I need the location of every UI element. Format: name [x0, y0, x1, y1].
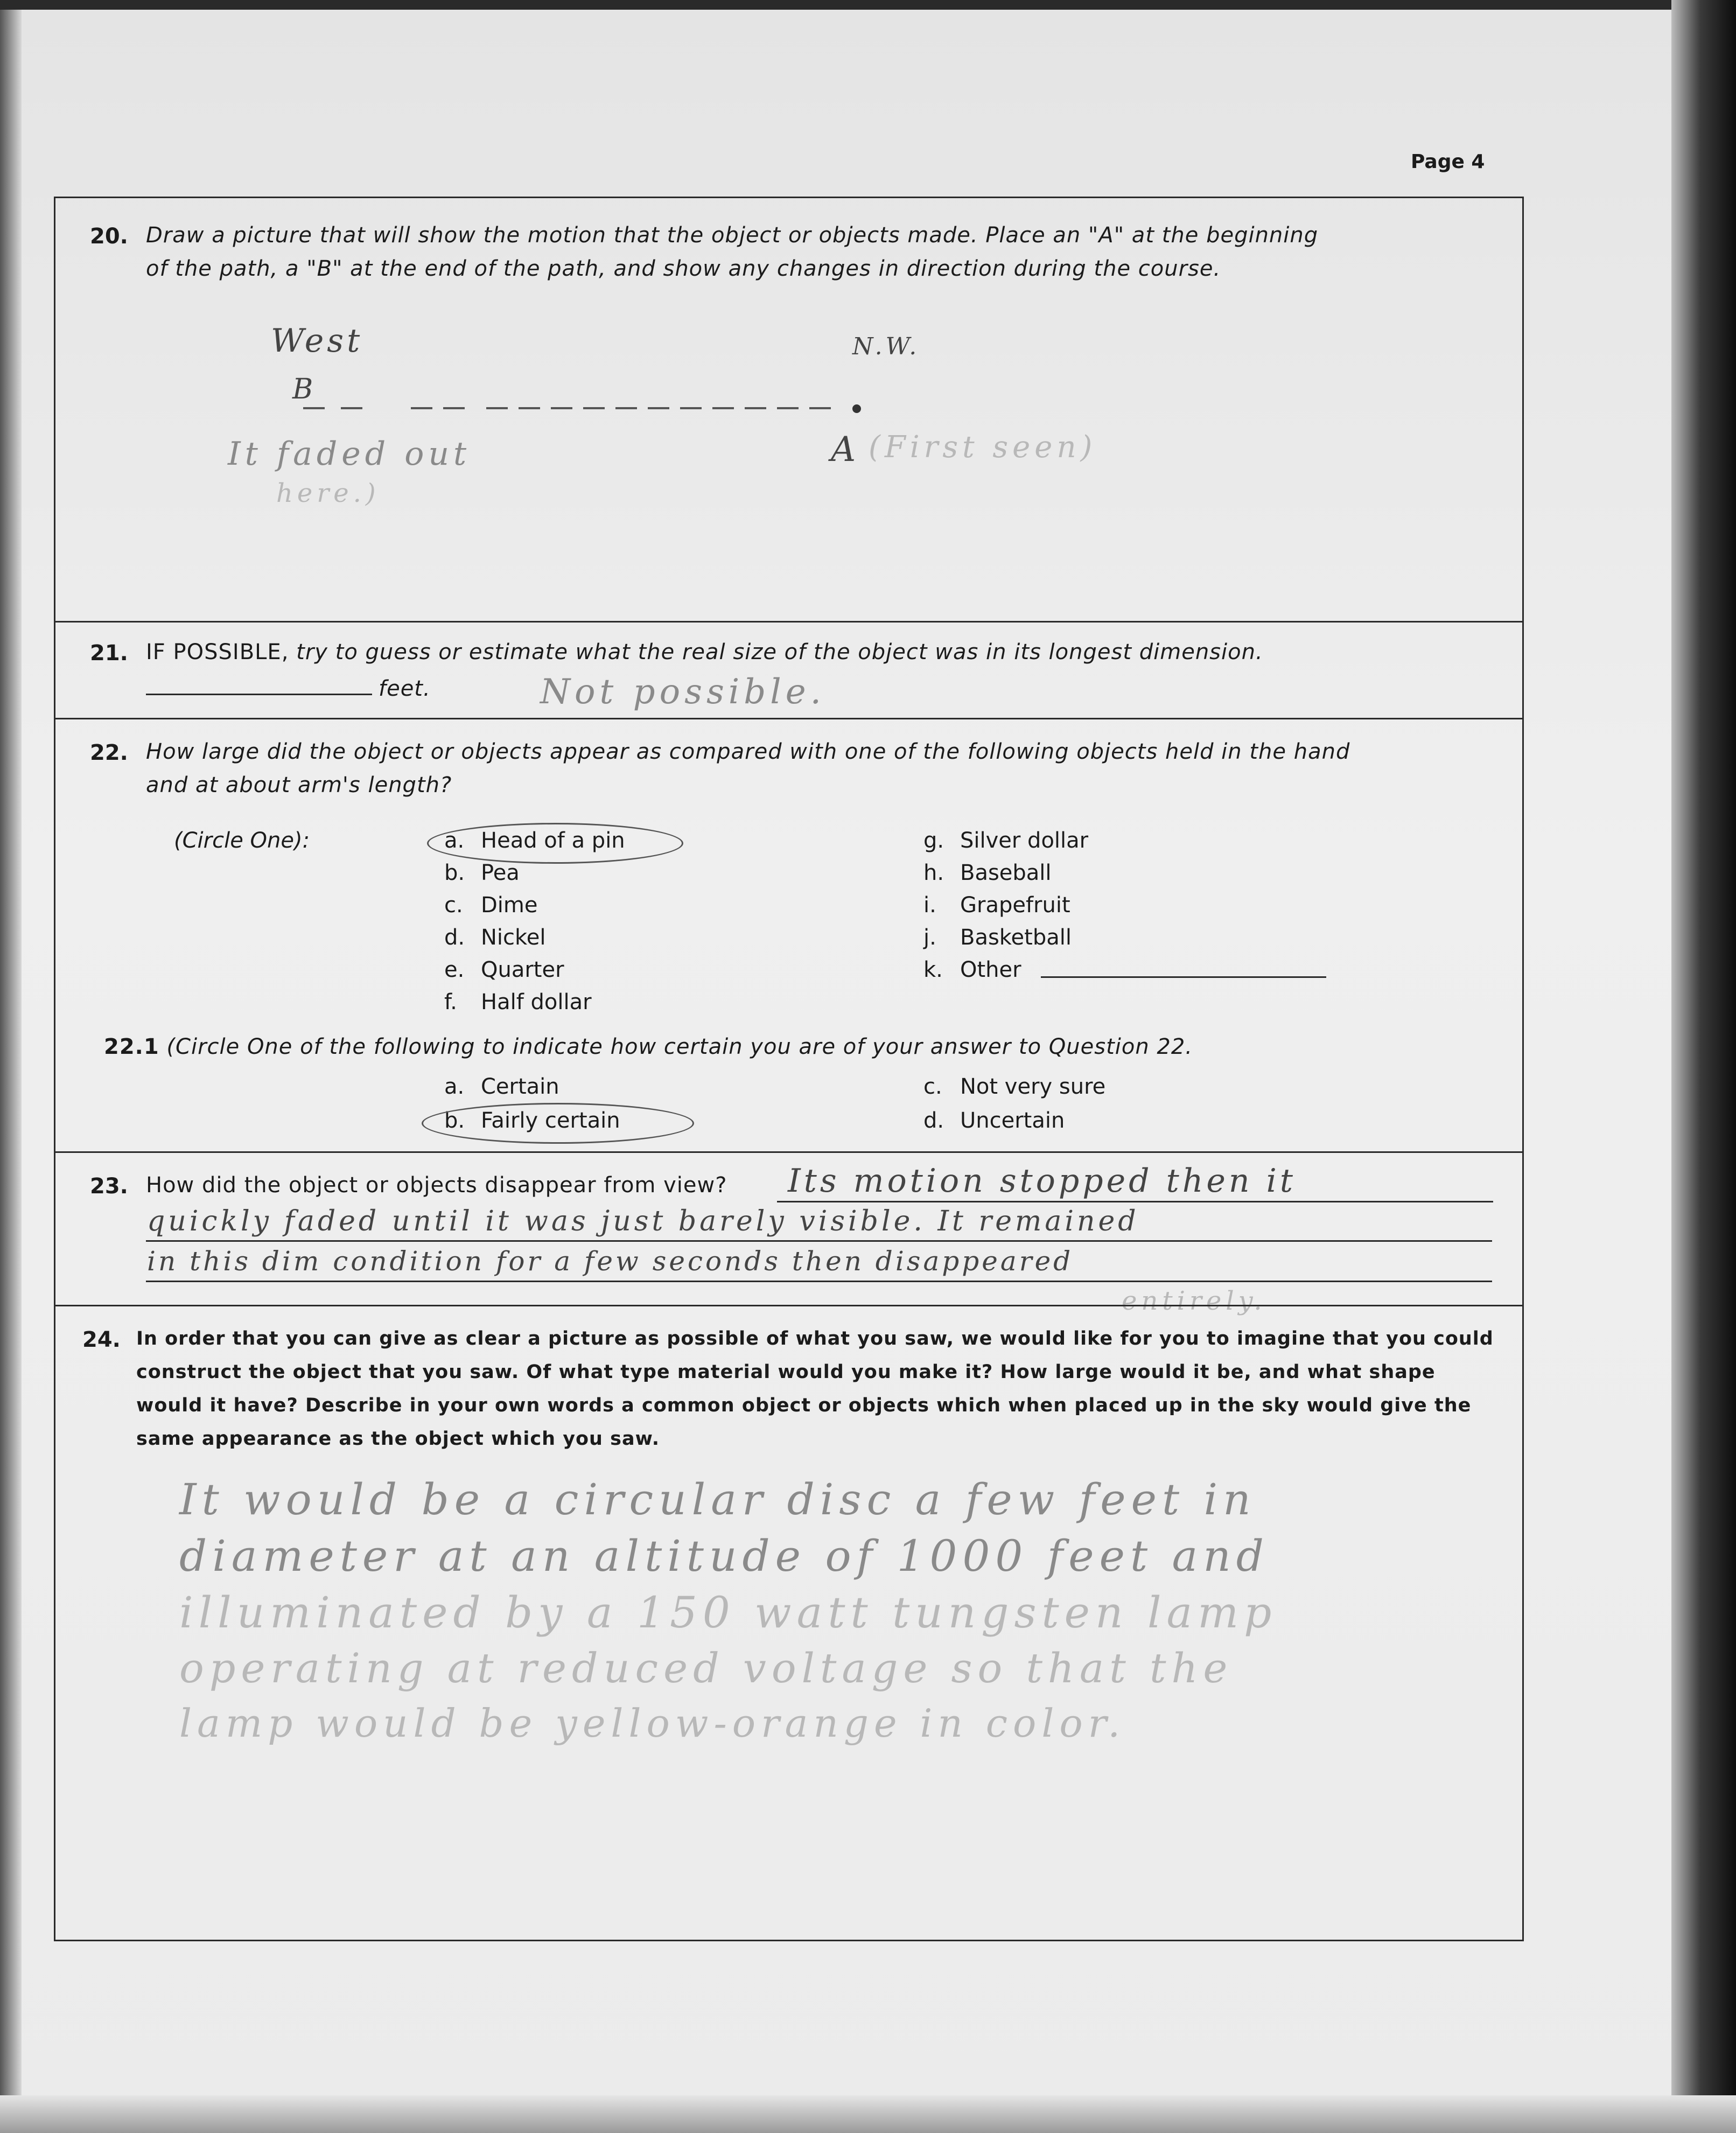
q22-1-option-c[interactable]: c. Not very sure: [923, 1074, 1106, 1099]
divider-q22-q23: [55, 1151, 1522, 1153]
q22-option-f[interactable]: f. Half dollar: [444, 990, 592, 1015]
drawing-note-first-seen: (First seen): [869, 430, 1097, 465]
q22-other-blank[interactable]: [1041, 976, 1326, 978]
divider-q21-q22: [55, 718, 1522, 719]
q20-line-2: of the path, a "B" at the end of the path, and show any changes in direction during the course.: [146, 256, 1221, 281]
q22-1-text: 22.1 (Circle One of the following to indicate how certain you are of your answer to Question 22.: [104, 1034, 1193, 1059]
q22-option-c[interactable]: c. Dime: [444, 893, 538, 918]
drawing-note-here: here.): [276, 478, 380, 508]
q22-option-h[interactable]: h. Baseball: [923, 861, 1052, 885]
q21-handwritten-answer: Not possible.: [540, 672, 825, 712]
q22-option-a[interactable]: a. Head of a pin: [444, 828, 625, 853]
q21-answer-blank: [146, 694, 372, 695]
q22-text: [146, 735, 1492, 802]
drawing-label-west: West: [271, 322, 363, 360]
q24-handwritten-answer-4: operating at reduced voltage so that the: [179, 1644, 1233, 1692]
q21-unit: feet.: [379, 676, 431, 701]
divider-q20-q21: [55, 621, 1522, 623]
q23-answer-line-3: [146, 1281, 1492, 1282]
q21-body: try to guess or estimate what the real size of the object was in its longest dimension.: [296, 640, 1263, 665]
drawing-label-a: A: [831, 430, 859, 470]
drawing-note-faded-out: It faded out: [228, 435, 471, 473]
q24-line-2: construct the object that you saw. Of what type material would you make it? How large would it be, and what shape: [136, 1361, 1436, 1383]
page-number: Page 4: [1411, 151, 1485, 173]
path-start-dot: [852, 404, 861, 413]
q24-text: [136, 1322, 1509, 1456]
q23-handwritten-answer-2: quickly faded until it was just barely visible. It remained: [147, 1205, 1139, 1237]
q22-option-b[interactable]: b. Pea: [444, 861, 520, 885]
q24-handwritten-answer-2: diameter at an altitude of 1000 feet and: [179, 1531, 1269, 1581]
q23-answer-line-2: [146, 1240, 1492, 1242]
q24-number: 24.: [82, 1327, 121, 1352]
q22-option-k[interactable]: k. Other: [923, 957, 1021, 982]
q23-text: How did the object or objects disappear from view?: [146, 1173, 727, 1198]
q23-handwritten-answer-1: Its motion stopped then it: [788, 1162, 1296, 1200]
q22-option-i[interactable]: i. Grapefruit: [923, 893, 1070, 918]
q22-1-number: 22.1: [104, 1034, 159, 1059]
q20-text: [146, 219, 1492, 285]
q24-line-1: In order that you can give as clear a picture as possible of what you saw, we would like for you to imagine that you could: [136, 1328, 1494, 1349]
q20-number: 20.: [90, 224, 128, 249]
scan-edge-bottom: [0, 2095, 1736, 2133]
q23-handwritten-answer-3: in this dim condition for a few seconds then disappeared: [147, 1246, 1074, 1277]
q22-option-g[interactable]: g. Silver dollar: [923, 828, 1089, 853]
q22-selection-circle: [427, 823, 683, 864]
divider-q23-q24: [55, 1305, 1522, 1306]
q22-1-selection-circle: [422, 1103, 694, 1144]
q21-text: [146, 635, 1492, 669]
q21-lead: IF POSSIBLE,: [146, 640, 289, 665]
q24-handwritten-answer-3: illuminated by a 150 watt tungsten lamp: [179, 1587, 1277, 1638]
q22-1-option-a[interactable]: a. Certain: [444, 1074, 559, 1099]
scan-edge-left: [0, 0, 22, 2133]
q24-line-3: would it have? Describe in your own words a common object or objects which when placed up in the sky would give the: [136, 1395, 1472, 1416]
q23-handwritten-answer-4: entirely.: [1122, 1286, 1266, 1316]
q22-number: 22.: [90, 740, 128, 765]
questionnaire-form: [54, 197, 1524, 1941]
q22-1-option-b[interactable]: b. Fairly certain: [444, 1108, 620, 1133]
scan-edge-top: [0, 0, 1736, 10]
q22-option-d[interactable]: d. Nickel: [444, 925, 546, 950]
q22-option-j[interactable]: j. Basketball: [923, 925, 1072, 950]
q24-handwritten-answer-5: lamp would be yellow-orange in color.: [179, 1701, 1126, 1746]
q22-1-option-d[interactable]: d. Uncertain: [923, 1108, 1065, 1133]
q22-option-e[interactable]: e. Quarter: [444, 957, 564, 982]
q21-number: 21.: [90, 641, 128, 666]
scan-edge-right: [1671, 0, 1736, 2133]
q22-line-2: and at about arm's length?: [146, 773, 452, 798]
q22-circle-one-label: (Circle One):: [174, 828, 310, 853]
q20-line-1: Draw a picture that will show the motion that the object or objects made. Place an "A" at the beginning: [146, 223, 1319, 248]
q23-number: 23.: [90, 1174, 128, 1199]
drawing-label-nw: N.W.: [852, 333, 920, 360]
motion-path-dashed-line: [303, 407, 852, 409]
q23-answer-line-1: [777, 1201, 1493, 1202]
q24-line-4: same appearance as the object which you saw.: [136, 1428, 660, 1450]
q22-line-1: How large did the object or objects appear as compared with one of the following objects held in the hand: [146, 739, 1350, 764]
drawing-label-b: B: [292, 373, 317, 405]
q24-handwritten-answer-1: It would be a circular disc a few feet in: [179, 1474, 1256, 1524]
